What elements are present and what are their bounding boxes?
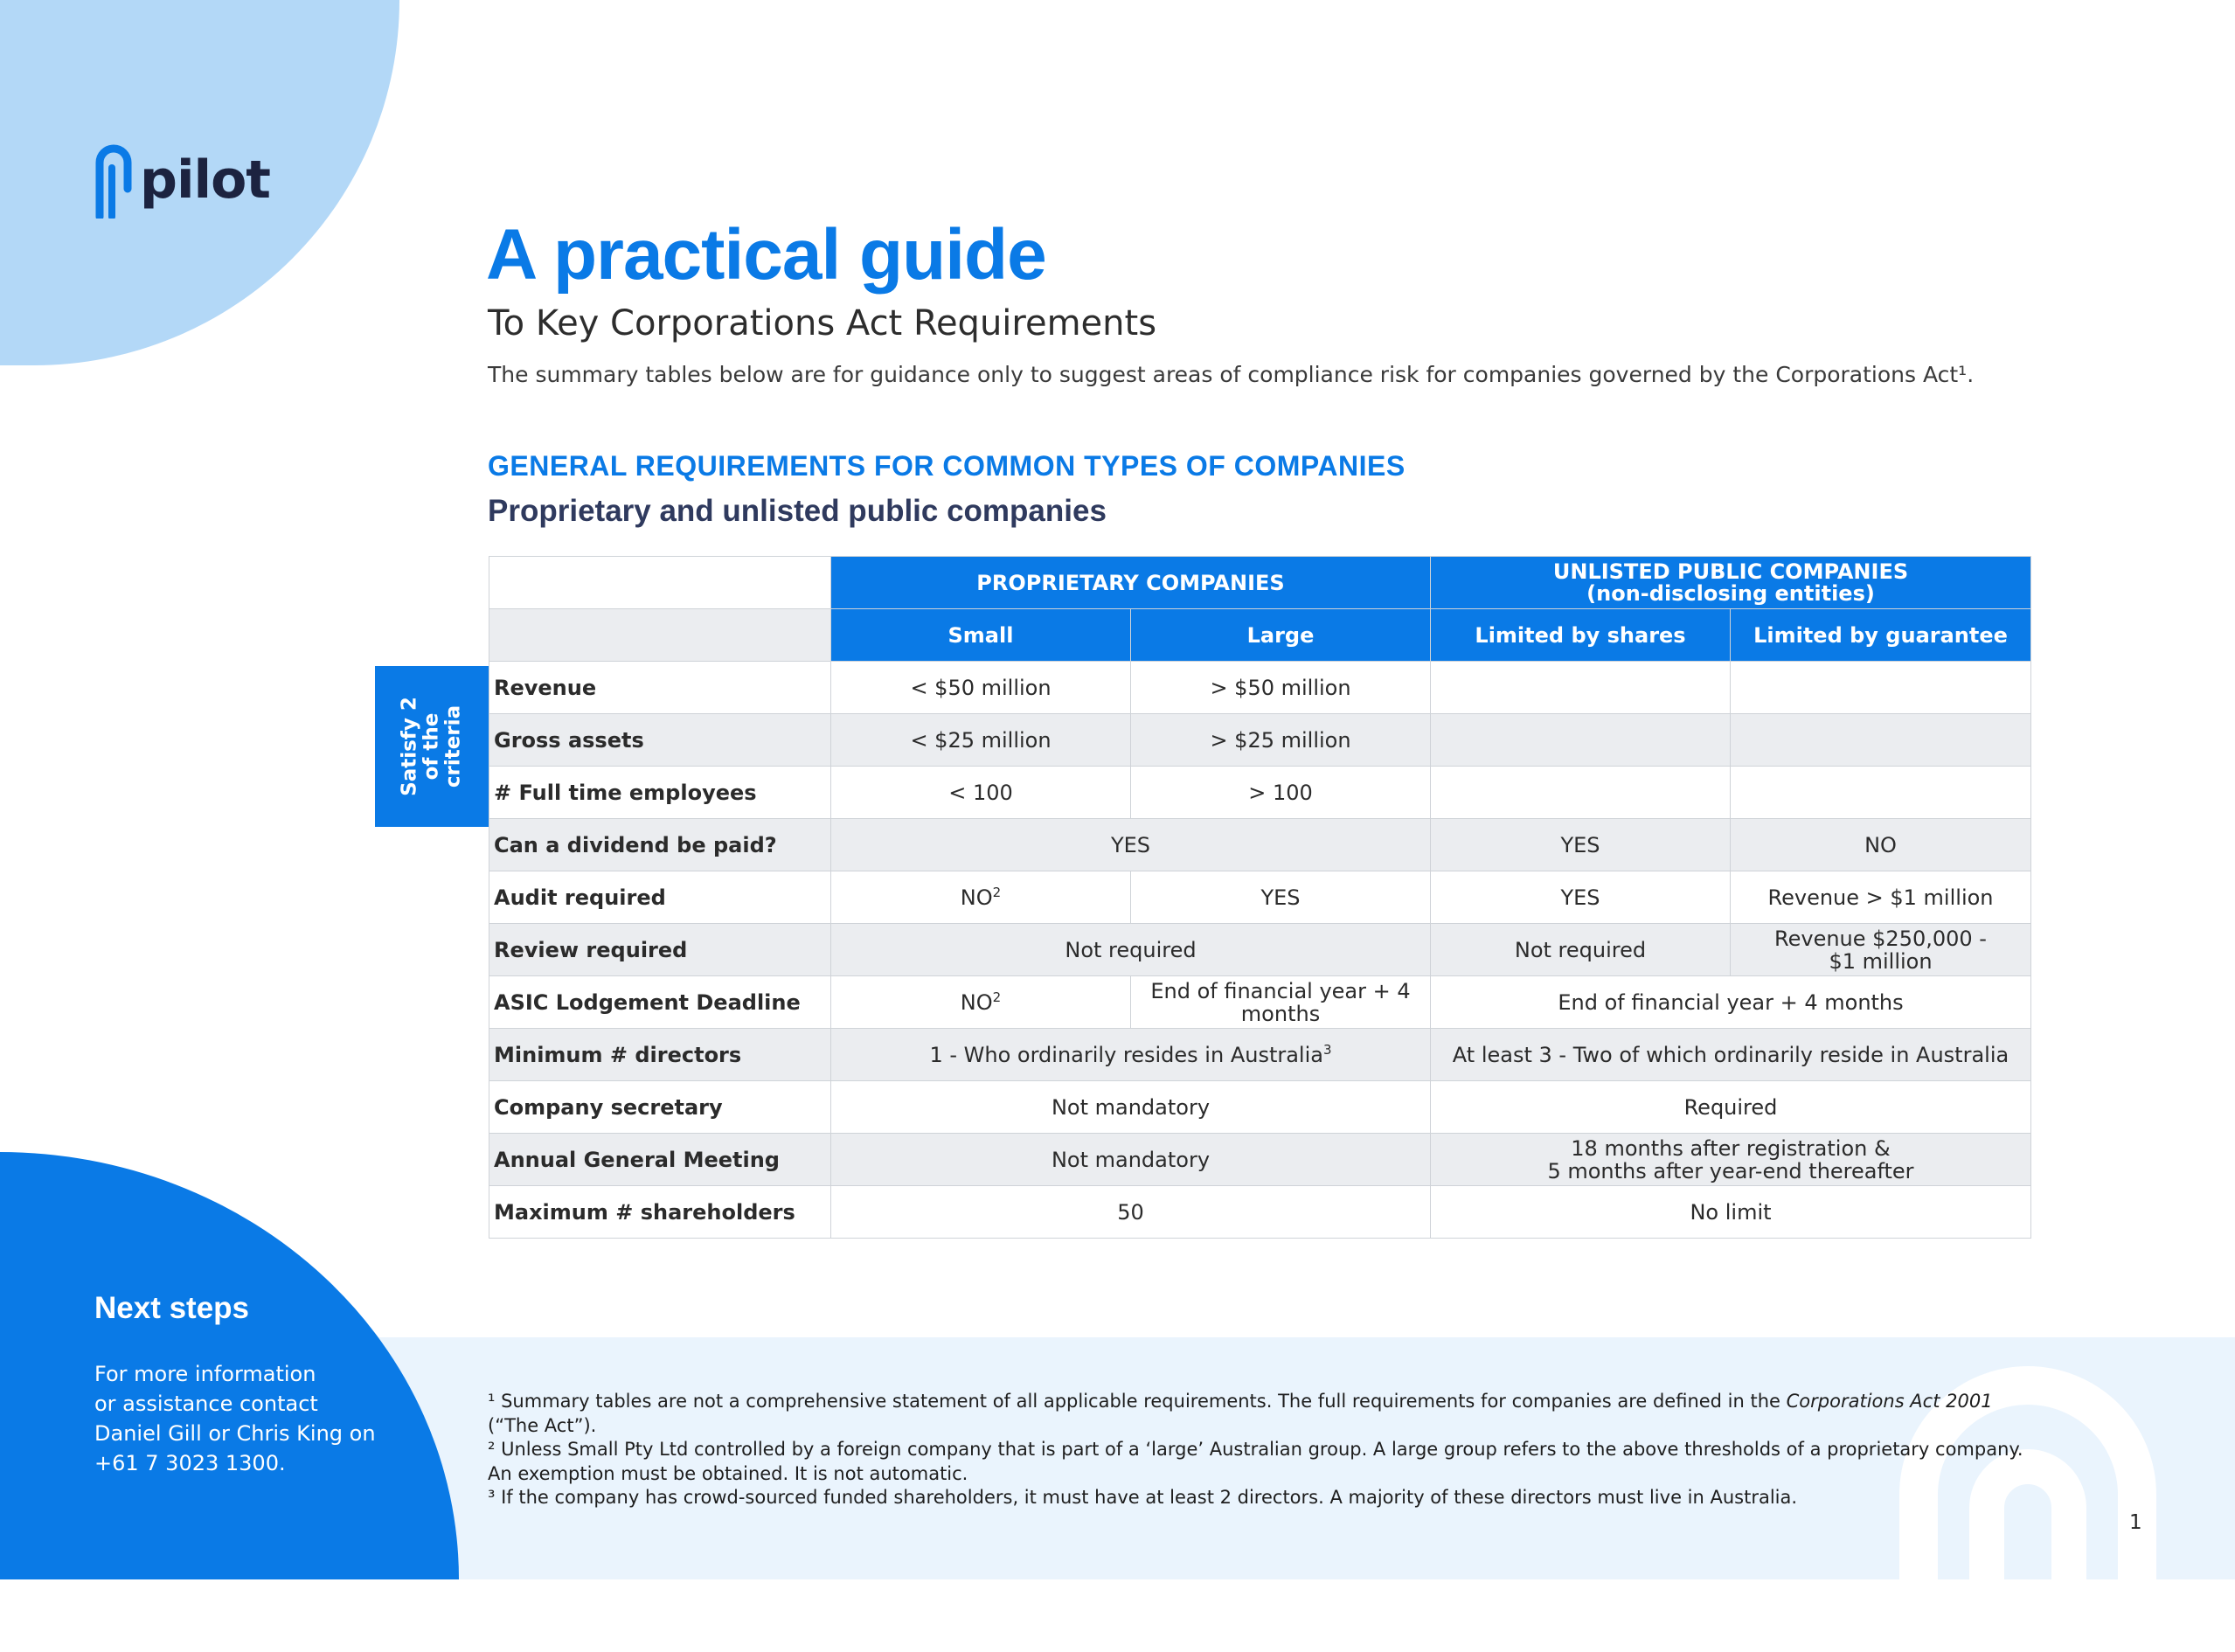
- page-title: A practical guide: [486, 215, 1046, 295]
- table-cell: 50: [831, 1186, 1431, 1239]
- table-cell: End of financial year + 4 months: [1431, 976, 2031, 1029]
- column-limited-by-guarantee: Limited by guarantee: [1731, 609, 2031, 662]
- table-corner-cell: [489, 557, 831, 609]
- table-cell: [831, 871, 1131, 924]
- criteria-tab: [375, 666, 489, 827]
- table-cell: YES: [1131, 871, 1431, 924]
- row-label: Revenue: [489, 662, 831, 714]
- table-row: [489, 819, 2031, 871]
- table-cell: Required: [1431, 1081, 2031, 1134]
- table-cell: Not required: [831, 924, 1431, 976]
- column-small: Small: [831, 609, 1131, 662]
- table-row: [489, 924, 2031, 976]
- table-row: [489, 1029, 2031, 1081]
- row-label: Minimum # directors: [489, 1029, 831, 1081]
- table-cell: Not required: [1431, 924, 1731, 976]
- table-cell: > $50 million: [1131, 662, 1431, 714]
- table-cell: < $50 million: [831, 662, 1131, 714]
- next-steps-title: Next steps: [94, 1291, 250, 1325]
- table-row: [489, 871, 2031, 924]
- row-label: Annual General Meeting: [489, 1134, 831, 1186]
- column-limited-by-shares: Limited by shares: [1431, 609, 1731, 662]
- table-cell: Not mandatory: [831, 1081, 1431, 1134]
- table-row: [489, 767, 2031, 819]
- cell-text: NO: [960, 885, 993, 910]
- table-cell: [1431, 714, 1731, 767]
- table-cell: < $25 million: [831, 714, 1131, 767]
- pilot-logo: [94, 142, 270, 219]
- next-steps-body: For more information or assistance contact Daniel Gill or Chris King on +61 7 3023 1300.: [94, 1362, 376, 1475]
- table-cell: [1431, 662, 1731, 714]
- table-corner-cell: [489, 609, 831, 662]
- row-label: Company secretary: [489, 1081, 831, 1134]
- section-subheading: Proprietary and unlisted public companies: [488, 494, 1107, 528]
- table-row: [489, 1081, 2031, 1134]
- footnote-1-text: ¹ Summary tables are not a comprehensive statement of all applicable requirements. The full requirements for companies are defined in the: [488, 1391, 1787, 1412]
- table-cell: Revenue $250,000 - $1 million: [1731, 924, 2031, 976]
- table-cell: [1731, 767, 2031, 819]
- row-label: Audit required: [489, 871, 831, 924]
- row-label: Can a dividend be paid?: [489, 819, 831, 871]
- cell-text: 1 - Who ordinarily resides in Australia: [929, 1042, 1323, 1067]
- row-label: ASIC Lodgement Deadline: [489, 976, 831, 1029]
- footnote-ref: 2: [992, 884, 1002, 900]
- table-cell: Not mandatory: [831, 1134, 1431, 1186]
- intro-text: The summary tables below are for guidance only to suggest areas of compliance risk for companies governed by the Corporations Act¹.: [488, 362, 1975, 387]
- table-cell: [1431, 767, 1731, 819]
- requirements-table: [489, 556, 2031, 1239]
- table-cell: YES: [831, 819, 1431, 871]
- table-row: [489, 714, 2031, 767]
- table-cell: Revenue > $1 million: [1731, 871, 2031, 924]
- row-label: # Full time employees: [489, 767, 831, 819]
- logo-wordmark: pilot: [140, 149, 270, 211]
- table-cell: [831, 1029, 1431, 1081]
- table-cell: [1731, 714, 2031, 767]
- table-cell: < 100: [831, 767, 1131, 819]
- footnote-2: ² Unless Small Pty Ltd controlled by a foreign company that is part of a ‘large’ Australian group. A large group refers to the above thresholds of a proprietary company. An exemption must be obtained. It is not automatic.: [488, 1439, 2023, 1484]
- table-cell: 18 months after registration & 5 months after year-end thereafter: [1431, 1134, 2031, 1186]
- page-number: 1: [2129, 1511, 2142, 1534]
- footnote-1: [488, 1390, 2035, 1438]
- table-subheader-row: [489, 609, 2031, 662]
- footnote-ref: 2: [992, 989, 1002, 1005]
- column-large: Large: [1131, 609, 1431, 662]
- table-row: [489, 1134, 2031, 1186]
- table-row: [489, 662, 2031, 714]
- table-cell: NO: [1731, 819, 2031, 871]
- footnote-3: ³ If the company has crowd-sourced funded shareholders, it must have at least 2 directors. A majority of these directors must live in Australia.: [488, 1487, 1798, 1508]
- row-label: Maximum # shareholders: [489, 1186, 831, 1239]
- table-cell: [1731, 662, 2031, 714]
- table-cell: > 100: [1131, 767, 1431, 819]
- criteria-tab-label: Satisfy 2 of the criteria: [398, 697, 465, 796]
- page-subtitle: To Key Corporations Act Requirements: [488, 303, 1157, 344]
- table-cell: No limit: [1431, 1186, 2031, 1239]
- table-cell: YES: [1431, 819, 1731, 871]
- table-cell: [831, 976, 1131, 1029]
- header-proprietary-companies: PROPRIETARY COMPANIES: [831, 557, 1431, 609]
- table-cell: YES: [1431, 871, 1731, 924]
- footnote-1-suffix: (“The Act”).: [488, 1414, 597, 1436]
- table-cell: > $25 million: [1131, 714, 1431, 767]
- table-cell: End of financial year + 4 months: [1131, 976, 1431, 1029]
- table-row: [489, 976, 2031, 1029]
- row-label: Review required: [489, 924, 831, 976]
- table-header-row: [489, 557, 2031, 609]
- row-label: Gross assets: [489, 714, 831, 767]
- table-cell: At least 3 - Two of which ordinarily reside in Australia: [1431, 1029, 2031, 1081]
- header-unlisted-public-companies: UNLISTED PUBLIC COMPANIES (non-disclosing entities): [1431, 557, 2031, 609]
- table-row: [489, 1186, 2031, 1239]
- pilot-logo-icon: [94, 142, 133, 219]
- footnotes: [488, 1390, 2035, 1510]
- section-heading: GENERAL REQUIREMENTS FOR COMMON TYPES OF COMPANIES: [488, 450, 1406, 482]
- footnote-1-act-name: Corporations Act 2001: [1786, 1391, 1993, 1412]
- cell-text: NO: [960, 989, 993, 1015]
- footnote-ref: 3: [1322, 1041, 1332, 1058]
